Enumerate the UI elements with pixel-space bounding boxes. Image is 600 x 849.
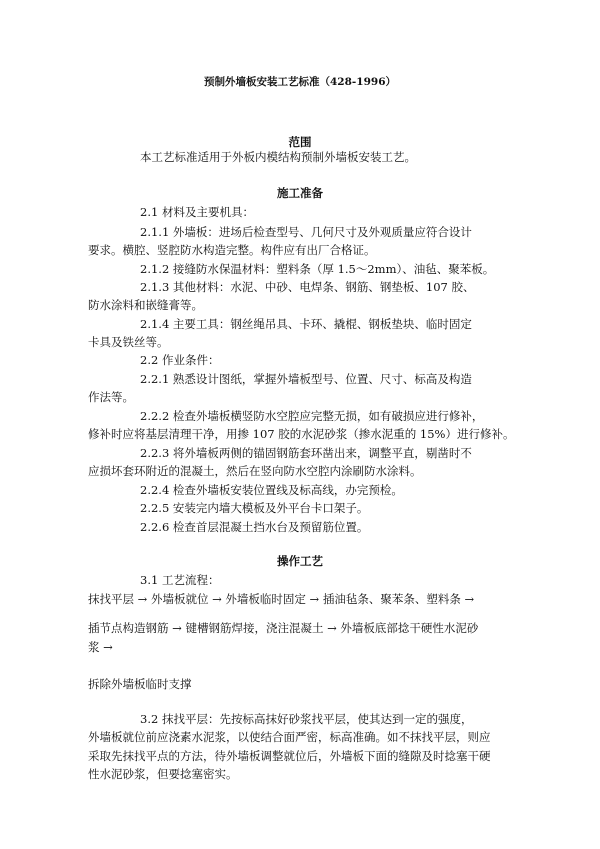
paragraph-line: 2.2 作业条件： — [140, 353, 220, 367]
flow-line: 拆除外墙板临时支撑 — [88, 677, 192, 691]
paragraph-line: 作法等。 — [88, 390, 134, 404]
paragraph-line: 2.1.2 接缝防水保温材料：塑料条（厚 1.5～2mm）、油毡、聚苯板。 — [140, 262, 495, 276]
paragraph-line: 要求。横腔、竖腔防水构造完整。构件应有出厂合格证。 — [88, 243, 376, 257]
paragraph-line: 2.2.6 检查首层混凝土挡水台及预留筋位置。 — [140, 520, 369, 534]
paragraph-line: 2.2.4 检查外墙板安装位置线及标高线，办完预检。 — [140, 483, 403, 497]
flow-line: 浆 → — [88, 640, 113, 654]
scope-text: 本工艺标准适用于外板内模结构预制外墙板安装工艺。 — [140, 150, 416, 164]
paragraph-line: 性水泥砂浆，但要捻塞密实。 — [88, 767, 238, 781]
paragraph-line: 防水涂料和嵌缝膏等。 — [88, 298, 203, 312]
paragraph-line: 2.2.5 安装完内墙大模板及外平台卡口架子。 — [140, 501, 369, 515]
paragraph-line: 2.1.3 其他材料：水泥、中砂、电焊条、钢筋、钢垫板、107 胶、 — [140, 280, 475, 294]
paragraph-line: 2.1.4 主要工具：钢丝绳吊具、卡环、撬棍、钢板垫块、临时固定 — [140, 317, 472, 331]
paragraph-line: 3.2 抹找平层：先按标高抹好砂浆找平层，使其达到一定的强度， — [140, 712, 473, 726]
paragraph-line: 3.1 工艺流程： — [140, 573, 220, 587]
paragraph-line: 2.1.1 外墙板：进场后检查型号、几何尺寸及外观质量应符合设计 — [140, 225, 472, 239]
paragraph-line: 2.1 材料及主要机具： — [140, 205, 254, 219]
paragraph-line: 2.2.2 检查外墙板横竖防水空腔应完整无损，如有破损应进行修补， — [140, 409, 484, 423]
paragraph-line: 采取先抹找平点的方法，待外墙板调整就位后，外墙板下面的缝隙及时捻塞干硬 — [88, 749, 491, 763]
flow-line: 抹找平层 → 外墙板就位 → 外墙板临时固定 → 插油毡条、聚苯条、塑料条 → — [88, 592, 475, 606]
section-heading-prep: 施工准备 — [277, 186, 323, 200]
section-heading-ops: 操作工艺 — [277, 554, 323, 568]
document-title: 预制外墙板安装工艺标准（428-1996） — [204, 76, 396, 88]
flow-line: 插节点构造钢筋 → 键槽钢筋焊接，浇注混凝土 → 外墙板底部捻干硬性水泥砂 — [88, 621, 479, 635]
paragraph-line: 2.2.1 熟悉设计图纸，掌握外墙板型号、位置、尺寸、标高及构造 — [140, 372, 472, 386]
paragraph-line: 外墙板就位前应浇素水泥浆，以使结合面严密，标高准确。如不抹找平层，则应 — [88, 730, 491, 744]
paragraph-line: 2.2.3 将外墙板两侧的锚固钢筋套环凿出来，调整平直，剔凿时不 — [140, 446, 472, 460]
paragraph-line: 应损坏套环附近的混凝土，然后在竖向防水空腔内涂刷防水涂料。 — [88, 464, 422, 478]
paragraph-line: 修补时应将基层清理干净，用掺 107 胶的水泥砂浆（掺水泥重的 15%）进行修补。 — [88, 427, 515, 441]
section-heading-scope: 范围 — [288, 135, 312, 149]
paragraph-line: 卡具及铁丝等。 — [88, 335, 169, 349]
